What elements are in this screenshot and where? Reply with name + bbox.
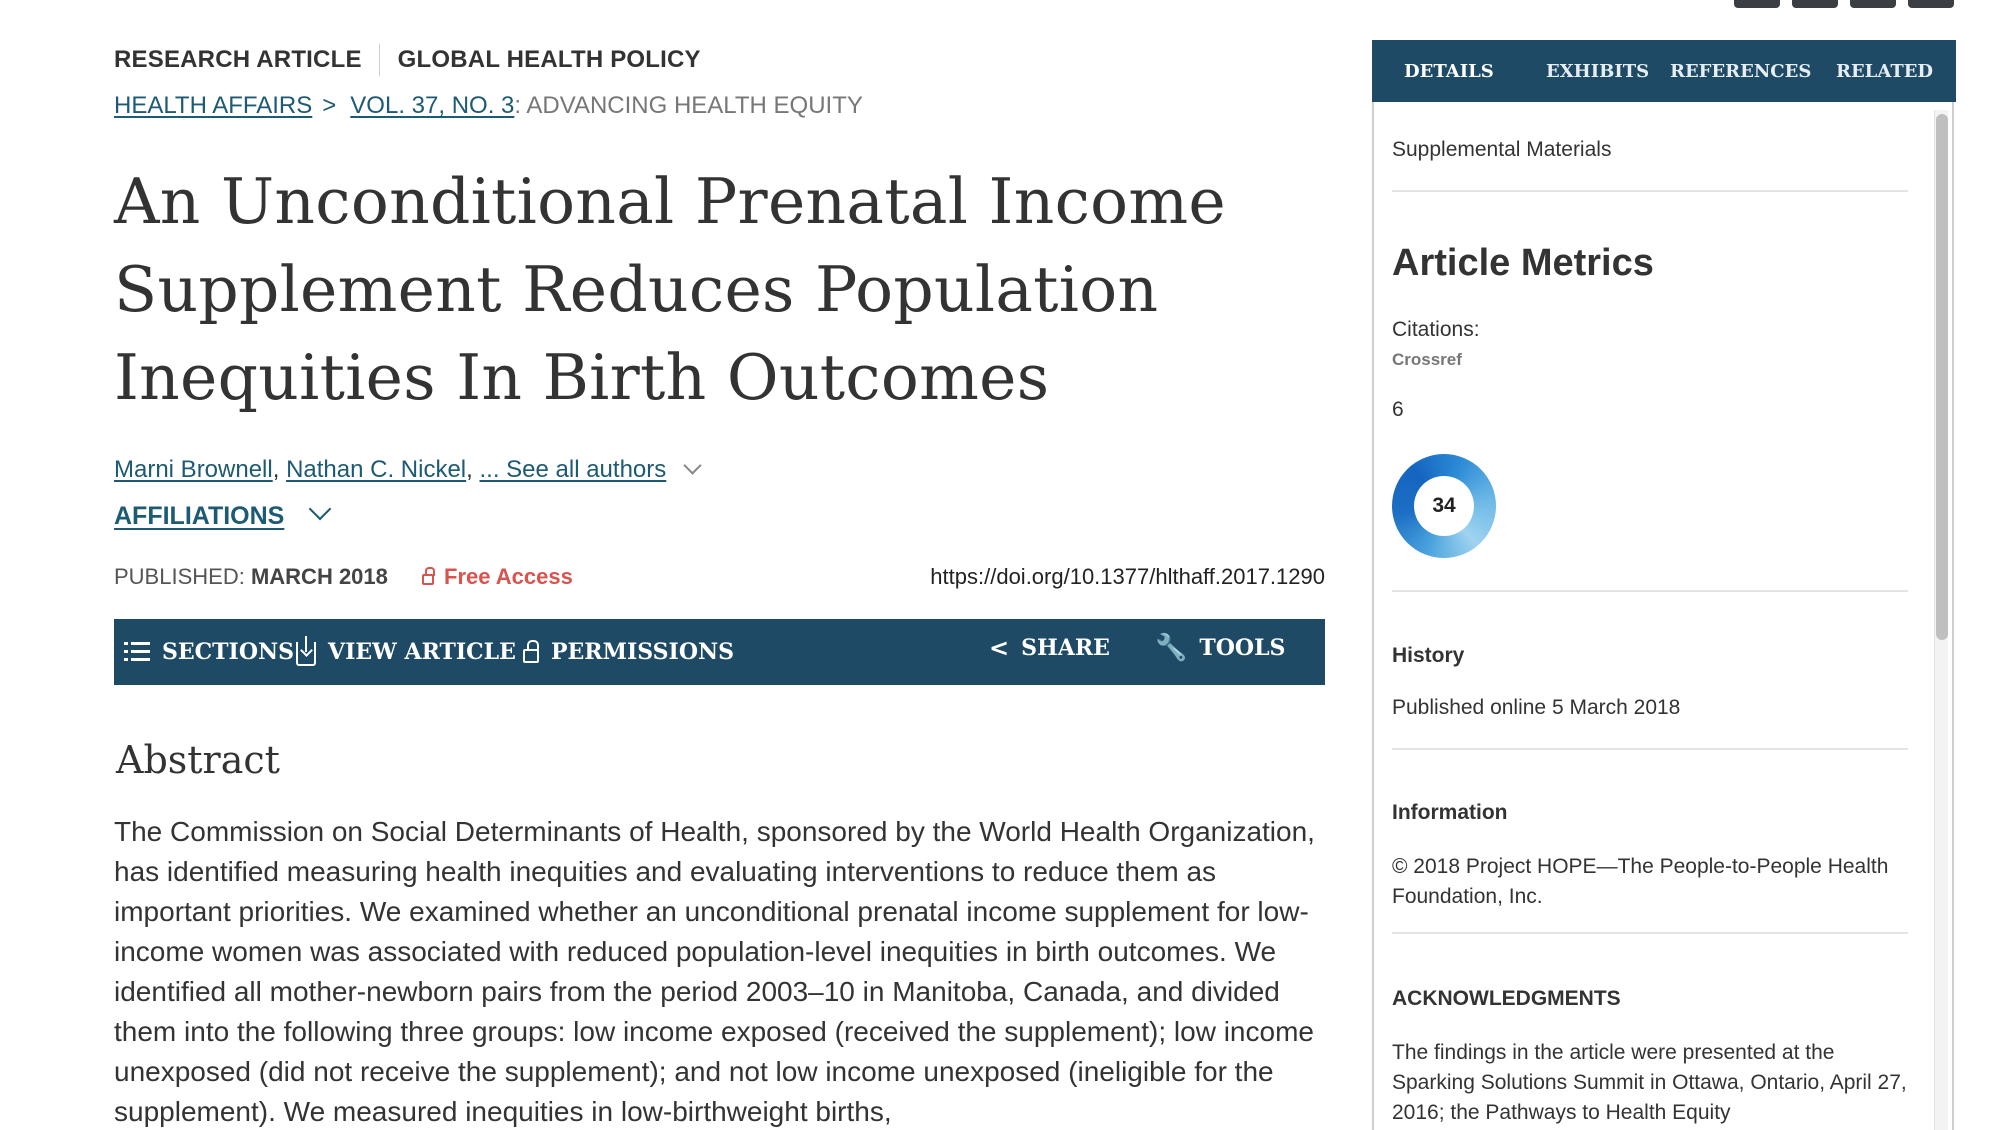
tools-label: TOOLS [1199, 635, 1286, 661]
article-toolbar [114, 619, 1325, 685]
lock-icon [422, 574, 434, 585]
altmetric-badge[interactable] [1392, 454, 1496, 558]
share-label: SHARE [1021, 635, 1110, 661]
divider [1392, 190, 1908, 192]
information-heading: Information [1392, 801, 1508, 824]
social-icon[interactable] [1734, 0, 1780, 8]
article-kicker [114, 44, 701, 76]
breadcrumb-issue-link[interactable]: VOL. 37, NO. 3 [350, 92, 515, 119]
article-metrics-heading: Article Metrics [1392, 242, 1654, 284]
publication-info [114, 564, 1325, 590]
altmetric-score: 34 [1414, 476, 1474, 536]
tab-exhibits[interactable]: EXHIBITS [1546, 60, 1650, 82]
see-all-authors-link[interactable]: ... See all authors [479, 456, 667, 483]
citations-label: Citations: [1392, 318, 1480, 341]
divider [1392, 590, 1908, 592]
social-icon[interactable] [1850, 0, 1896, 8]
published-label: PUBLISHED: [114, 564, 245, 589]
divider [1392, 748, 1908, 750]
sections-button[interactable] [124, 619, 294, 685]
sidebar-scrollbar[interactable] [1934, 110, 1948, 1130]
lock-icon [523, 649, 539, 663]
top-share-icons [1734, 0, 1954, 8]
tab-related[interactable]: RELATED [1836, 60, 1934, 82]
breadcrumb [114, 92, 863, 120]
page-title: An Unconditional Prenatal Income Supplement Reduces Population Inequities In Birth Outcomes [114, 165, 1227, 414]
divider [1392, 932, 1908, 934]
view-article-label: VIEW ARTICLE [328, 639, 516, 665]
citations-count: 6 [1392, 398, 1404, 421]
abstract-heading: Abstract [116, 738, 280, 782]
history-heading: History [1392, 644, 1465, 667]
breadcrumb-separator: > [322, 92, 337, 119]
crossref-label: Crossref [1392, 350, 1462, 369]
sections-list-icon [124, 642, 150, 662]
author-link[interactable]: Marni Brownell [114, 456, 273, 483]
sidebar-tabs [1372, 40, 1956, 102]
sections-label: SECTIONS [162, 639, 294, 665]
acknowledgments-text: The findings in the article were presented at the Sparking Solutions Summit in Ottawa, Ontario, April 27, 2016; the Pathways to Health Equity [1392, 1041, 1907, 1124]
download-icon [296, 642, 316, 666]
abstract-text: The Commission on Social Determinants of Health, sponsored by the World Health Organization, has identified measuring health inequities and evaluating interventions to reduce them as important priorities. We examined whether an unconditional prenatal income supplement for low-income women was associated with reduced population-level inequities in birth outcomes. We identified all mother-newborn pairs from the period 2003–10 in Manitoba, Canada, and divided them into the following three groups: low income exposed (received the supplement); low income unexposed (did not receive the supplement); and not low income unexposed (ineligible for the supplement). We measured inequities in low-birthweight births, [114, 816, 1315, 1127]
permissions-label: PERMISSIONS [551, 639, 734, 665]
published-date: MARCH 2018 [250, 564, 388, 589]
doi-link[interactable]: https://doi.org/10.1377/hlthaff.2017.1290 [930, 564, 1325, 589]
kicker-divider [379, 44, 380, 76]
share-button[interactable] [989, 615, 1110, 681]
article-type: RESEARCH ARTICLE [114, 46, 362, 73]
authors-line: Marni Brownell, Nathan C. Nickel, ... See all authors [114, 456, 699, 484]
chevron-down-icon[interactable] [684, 456, 702, 474]
social-icon[interactable] [1792, 0, 1838, 8]
tab-details[interactable]: DETAILS [1404, 60, 1494, 82]
author-link[interactable]: Nathan C. Nickel [286, 456, 467, 483]
permissions-button[interactable] [523, 619, 734, 685]
tab-references[interactable]: REFERENCES [1670, 60, 1812, 82]
breadcrumb-issue-title: : ADVANCING HEALTH EQUITY [514, 92, 863, 119]
breadcrumb-journal-link[interactable]: HEALTH AFFAIRS [114, 92, 313, 119]
free-access-badge: Free Access [444, 564, 573, 589]
affiliations-toggle[interactable] [114, 502, 328, 531]
history-text: Published online 5 March 2018 [1392, 696, 1681, 719]
article-section: GLOBAL HEALTH POLICY [397, 46, 701, 73]
tools-button[interactable] [1155, 615, 1285, 681]
affiliations-label: AFFILIATIONS [114, 502, 285, 530]
scrollbar-thumb[interactable] [1936, 114, 1948, 640]
supplemental-materials-link[interactable]: Supplemental Materials [1392, 138, 1612, 161]
chevron-down-icon [309, 498, 332, 521]
social-icon[interactable] [1908, 0, 1954, 8]
share-icon: < [989, 634, 1010, 662]
acknowledgments-heading: ACKNOWLEDGMENTS [1392, 987, 1621, 1010]
information-text: © 2018 Project HOPE—The People-to-People Health Foundation, Inc. [1392, 855, 1889, 908]
details-sidebar [1372, 40, 1954, 1130]
view-article-button[interactable] [296, 619, 516, 685]
wrench-icon: 🔧 [1155, 633, 1188, 663]
